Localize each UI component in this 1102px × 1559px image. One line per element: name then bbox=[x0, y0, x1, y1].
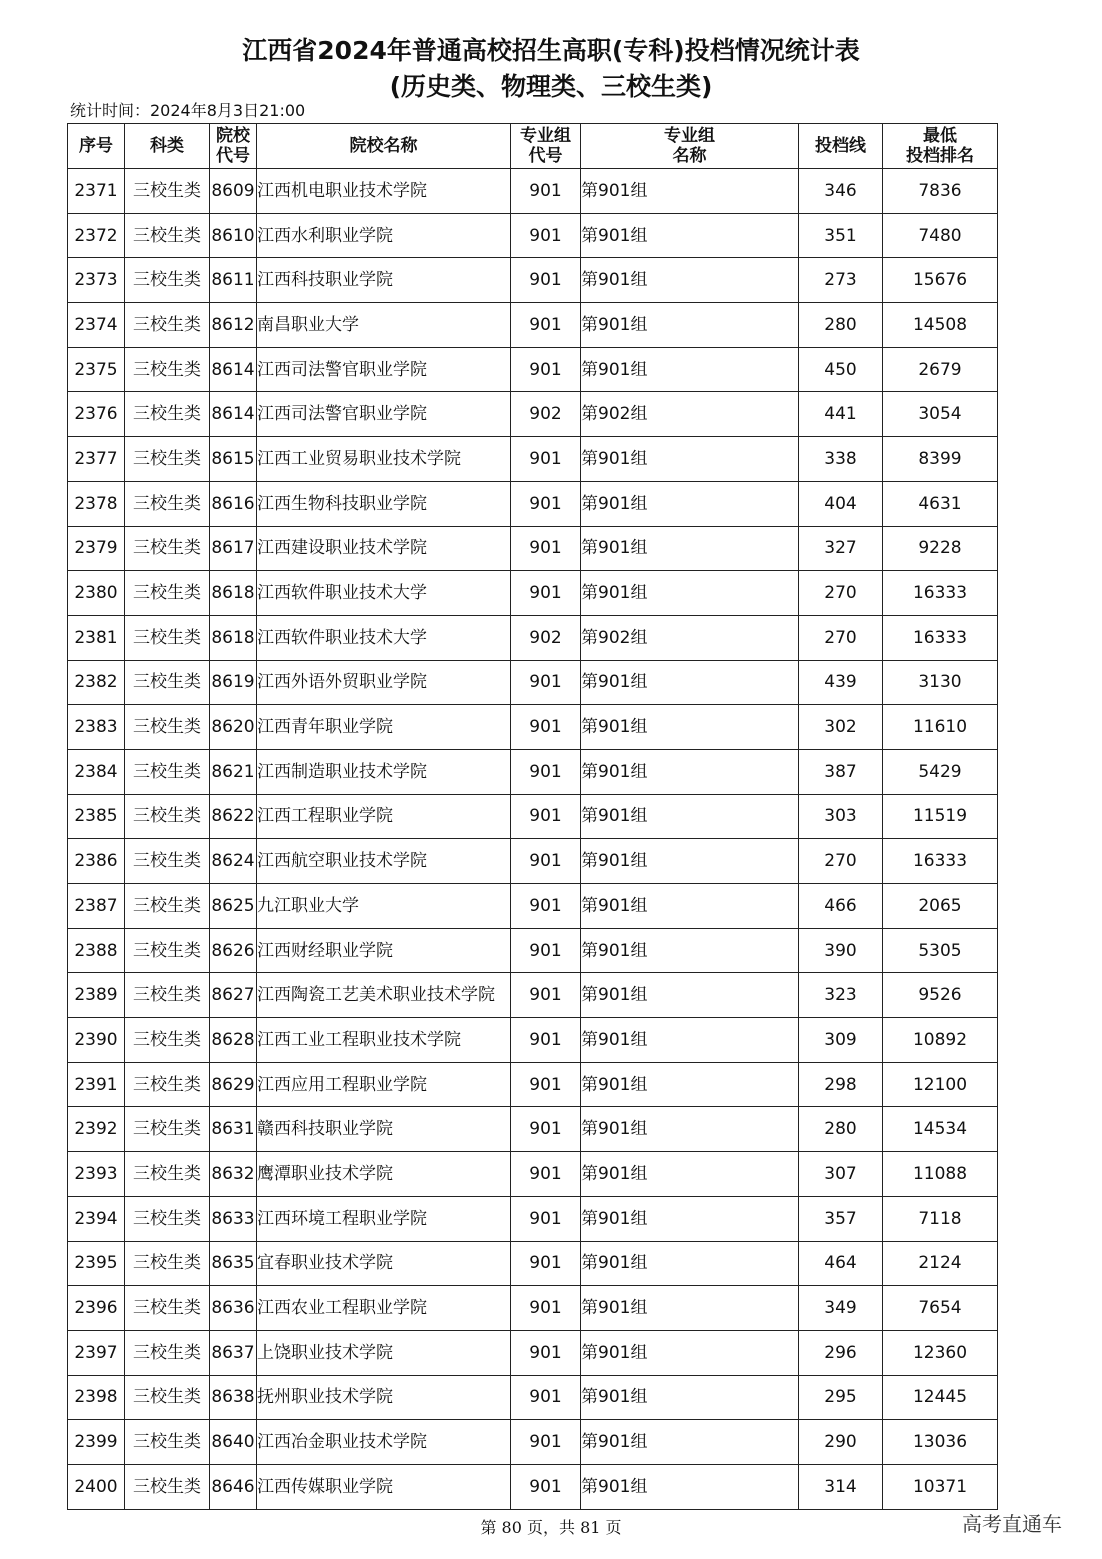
cell-seq: 2375 bbox=[68, 347, 125, 392]
cell-score: 466 bbox=[799, 884, 883, 929]
cell-group-name: 第901组 bbox=[581, 660, 799, 705]
cell-category: 三校生类 bbox=[125, 347, 210, 392]
table-row bbox=[68, 749, 998, 794]
cell-seq: 2387 bbox=[68, 884, 125, 929]
cell-seq: 2396 bbox=[68, 1286, 125, 1331]
cell-school-code: 8614 bbox=[210, 347, 257, 392]
cell-rank: 5305 bbox=[883, 928, 998, 973]
cell-school-name: 江西司法警官职业学院 bbox=[257, 392, 511, 437]
cell-group-name: 第901组 bbox=[581, 1062, 799, 1107]
table-row bbox=[68, 1241, 998, 1286]
cell-group-code: 901 bbox=[511, 169, 581, 214]
cell-score: 450 bbox=[799, 347, 883, 392]
cell-category: 三校生类 bbox=[125, 884, 210, 929]
cell-seq: 2390 bbox=[68, 1018, 125, 1063]
cell-group-name: 第901组 bbox=[581, 258, 799, 303]
cell-group-name: 第901组 bbox=[581, 347, 799, 392]
cell-category: 三校生类 bbox=[125, 1152, 210, 1197]
cell-group-name: 第901组 bbox=[581, 705, 799, 750]
page-title: 江西省2024年普通高校招生高职(专科)投档情况统计表 bbox=[242, 36, 860, 65]
cell-group-code: 901 bbox=[511, 1464, 581, 1509]
cell-school-name: 江西生物科技职业学院 bbox=[257, 481, 511, 526]
cell-category: 三校生类 bbox=[125, 213, 210, 258]
table-row bbox=[68, 1286, 998, 1331]
cell-school-name: 江西环境工程职业学院 bbox=[257, 1196, 511, 1241]
header-category: 科类 bbox=[125, 124, 210, 169]
cell-group-code: 901 bbox=[511, 347, 581, 392]
cell-score: 298 bbox=[799, 1062, 883, 1107]
table-body bbox=[68, 169, 998, 1510]
cell-group-name: 第901组 bbox=[581, 1018, 799, 1063]
cell-rank: 11088 bbox=[883, 1152, 998, 1197]
header-seq: 序号 bbox=[68, 124, 125, 169]
table-row bbox=[68, 794, 998, 839]
table-row bbox=[68, 1018, 998, 1063]
cell-score: 280 bbox=[799, 303, 883, 348]
cell-school-code: 8610 bbox=[210, 213, 257, 258]
table-row bbox=[68, 303, 998, 348]
cell-score: 307 bbox=[799, 1152, 883, 1197]
cell-seq: 2373 bbox=[68, 258, 125, 303]
table-row bbox=[68, 526, 998, 571]
cell-score: 273 bbox=[799, 258, 883, 303]
cell-seq: 2384 bbox=[68, 749, 125, 794]
cell-category: 三校生类 bbox=[125, 1196, 210, 1241]
cell-seq: 2380 bbox=[68, 571, 125, 616]
cell-school-name: 江西制造职业技术学院 bbox=[257, 749, 511, 794]
cell-group-name: 第901组 bbox=[581, 571, 799, 616]
table-row bbox=[68, 258, 998, 303]
cell-category: 三校生类 bbox=[125, 1107, 210, 1152]
cell-score: 441 bbox=[799, 392, 883, 437]
cell-group-code: 901 bbox=[511, 1375, 581, 1420]
cell-category: 三校生类 bbox=[125, 526, 210, 571]
cell-rank: 14508 bbox=[883, 303, 998, 348]
cell-school-code: 8646 bbox=[210, 1464, 257, 1509]
cell-rank: 10892 bbox=[883, 1018, 998, 1063]
table-row bbox=[68, 169, 998, 214]
table-row bbox=[68, 437, 998, 482]
cell-category: 三校生类 bbox=[125, 1330, 210, 1375]
cell-school-name: 江西工程职业学院 bbox=[257, 794, 511, 839]
cell-group-code: 901 bbox=[511, 481, 581, 526]
cell-school-code: 8631 bbox=[210, 1107, 257, 1152]
table-row bbox=[68, 928, 998, 973]
cell-group-name: 第901组 bbox=[581, 928, 799, 973]
cell-group-code: 901 bbox=[511, 258, 581, 303]
table-header bbox=[68, 124, 998, 169]
header-school-code: 院校 代号 bbox=[210, 124, 257, 169]
cell-school-name: 江西传媒职业学院 bbox=[257, 1464, 511, 1509]
cell-category: 三校生类 bbox=[125, 1420, 210, 1465]
cell-school-code: 8628 bbox=[210, 1018, 257, 1063]
cell-school-code: 8622 bbox=[210, 794, 257, 839]
cell-group-code: 901 bbox=[511, 1107, 581, 1152]
cell-school-code: 8640 bbox=[210, 1420, 257, 1465]
cell-seq: 2392 bbox=[68, 1107, 125, 1152]
cell-seq: 2395 bbox=[68, 1241, 125, 1286]
cell-score: 302 bbox=[799, 705, 883, 750]
cell-group-name: 第902组 bbox=[581, 392, 799, 437]
cell-seq: 2394 bbox=[68, 1196, 125, 1241]
cell-school-code: 8620 bbox=[210, 705, 257, 750]
cell-school-code: 8621 bbox=[210, 749, 257, 794]
table-row bbox=[68, 1375, 998, 1420]
cell-rank: 7654 bbox=[883, 1286, 998, 1331]
cell-school-code: 8612 bbox=[210, 303, 257, 348]
cell-school-code: 8626 bbox=[210, 928, 257, 973]
cell-category: 三校生类 bbox=[125, 1062, 210, 1107]
cell-seq: 2400 bbox=[68, 1464, 125, 1509]
cell-score: 309 bbox=[799, 1018, 883, 1063]
cell-group-code: 901 bbox=[511, 884, 581, 929]
cell-group-code: 901 bbox=[511, 1018, 581, 1063]
cell-score: 439 bbox=[799, 660, 883, 705]
cell-school-name: 江西应用工程职业学院 bbox=[257, 1062, 511, 1107]
cell-seq: 2388 bbox=[68, 928, 125, 973]
cell-seq: 2398 bbox=[68, 1375, 125, 1420]
cell-rank: 15676 bbox=[883, 258, 998, 303]
cell-group-code: 901 bbox=[511, 1062, 581, 1107]
cell-rank: 2065 bbox=[883, 884, 998, 929]
cell-rank: 11519 bbox=[883, 794, 998, 839]
cell-rank: 16333 bbox=[883, 615, 998, 660]
cell-school-name: 江西软件职业技术大学 bbox=[257, 615, 511, 660]
cell-school-code: 8633 bbox=[210, 1196, 257, 1241]
cell-school-name: 江西水利职业学院 bbox=[257, 213, 511, 258]
cell-school-code: 8636 bbox=[210, 1286, 257, 1331]
cell-category: 三校生类 bbox=[125, 1286, 210, 1331]
cell-group-name: 第901组 bbox=[581, 794, 799, 839]
cell-score: 270 bbox=[799, 839, 883, 884]
cell-category: 三校生类 bbox=[125, 571, 210, 616]
cell-school-name: 江西工业贸易职业技术学院 bbox=[257, 437, 511, 482]
cell-group-name: 第901组 bbox=[581, 1241, 799, 1286]
table-row bbox=[68, 1152, 998, 1197]
cell-seq: 2378 bbox=[68, 481, 125, 526]
cell-group-name: 第901组 bbox=[581, 303, 799, 348]
cell-group-code: 901 bbox=[511, 1420, 581, 1465]
cell-seq: 2372 bbox=[68, 213, 125, 258]
cell-group-code: 901 bbox=[511, 1152, 581, 1197]
cell-score: 323 bbox=[799, 973, 883, 1018]
cell-school-code: 8624 bbox=[210, 839, 257, 884]
cell-rank: 12445 bbox=[883, 1375, 998, 1420]
cell-school-code: 8632 bbox=[210, 1152, 257, 1197]
cell-category: 三校生类 bbox=[125, 169, 210, 214]
cell-group-name: 第901组 bbox=[581, 884, 799, 929]
cell-group-code: 901 bbox=[511, 794, 581, 839]
cell-school-name: 江西冶金职业技术学院 bbox=[257, 1420, 511, 1465]
cell-seq: 2371 bbox=[68, 169, 125, 214]
cell-score: 357 bbox=[799, 1196, 883, 1241]
cell-school-name: 江西青年职业学院 bbox=[257, 705, 511, 750]
cell-school-name: 江西财经职业学院 bbox=[257, 928, 511, 973]
table-row bbox=[68, 973, 998, 1018]
cell-score: 303 bbox=[799, 794, 883, 839]
table-row bbox=[68, 1420, 998, 1465]
cell-group-name: 第901组 bbox=[581, 839, 799, 884]
table-row bbox=[68, 392, 998, 437]
cell-score: 349 bbox=[799, 1286, 883, 1331]
cell-category: 三校生类 bbox=[125, 973, 210, 1018]
cell-rank: 2124 bbox=[883, 1241, 998, 1286]
cell-school-name: 江西外语外贸职业学院 bbox=[257, 660, 511, 705]
cell-school-name: 江西工业工程职业技术学院 bbox=[257, 1018, 511, 1063]
cell-score: 387 bbox=[799, 749, 883, 794]
cell-group-name: 第901组 bbox=[581, 1464, 799, 1509]
cell-school-code: 8625 bbox=[210, 884, 257, 929]
cell-group-name: 第901组 bbox=[581, 169, 799, 214]
cell-rank: 11610 bbox=[883, 705, 998, 750]
cell-school-name: 江西机电职业技术学院 bbox=[257, 169, 511, 214]
cell-group-code: 901 bbox=[511, 571, 581, 616]
cell-rank: 7836 bbox=[883, 169, 998, 214]
cell-seq: 2397 bbox=[68, 1330, 125, 1375]
table-row bbox=[68, 1464, 998, 1509]
cell-seq: 2389 bbox=[68, 973, 125, 1018]
cell-group-code: 901 bbox=[511, 928, 581, 973]
admission-table bbox=[67, 123, 998, 1510]
cell-school-name: 南昌职业大学 bbox=[257, 303, 511, 348]
cell-score: 390 bbox=[799, 928, 883, 973]
cell-rank: 16333 bbox=[883, 571, 998, 616]
cell-category: 三校生类 bbox=[125, 615, 210, 660]
cell-school-name: 江西农业工程职业学院 bbox=[257, 1286, 511, 1331]
stat-time: 统计时间：2024年8月3日21:00 bbox=[70, 101, 306, 120]
cell-group-code: 901 bbox=[511, 1241, 581, 1286]
cell-rank: 16333 bbox=[883, 839, 998, 884]
cell-group-name: 第902组 bbox=[581, 615, 799, 660]
cell-category: 三校生类 bbox=[125, 392, 210, 437]
page-subtitle: (历史类、物理类、三校生类) bbox=[389, 72, 713, 101]
cell-category: 三校生类 bbox=[125, 1241, 210, 1286]
cell-school-name: 鹰潭职业技术学院 bbox=[257, 1152, 511, 1197]
cell-school-code: 8635 bbox=[210, 1241, 257, 1286]
cell-score: 351 bbox=[799, 213, 883, 258]
table-row bbox=[68, 347, 998, 392]
cell-school-code: 8619 bbox=[210, 660, 257, 705]
brand-watermark: 高考直通车 bbox=[962, 1512, 1062, 1536]
table-row bbox=[68, 839, 998, 884]
cell-group-code: 901 bbox=[511, 1330, 581, 1375]
cell-category: 三校生类 bbox=[125, 1018, 210, 1063]
cell-group-name: 第901组 bbox=[581, 437, 799, 482]
cell-rank: 12360 bbox=[883, 1330, 998, 1375]
cell-seq: 2383 bbox=[68, 705, 125, 750]
cell-group-code: 901 bbox=[511, 1196, 581, 1241]
cell-rank: 3054 bbox=[883, 392, 998, 437]
cell-rank: 2679 bbox=[883, 347, 998, 392]
cell-category: 三校生类 bbox=[125, 437, 210, 482]
cell-group-code: 901 bbox=[511, 526, 581, 571]
cell-seq: 2381 bbox=[68, 615, 125, 660]
cell-score: 346 bbox=[799, 169, 883, 214]
cell-group-code: 901 bbox=[511, 437, 581, 482]
cell-rank: 4631 bbox=[883, 481, 998, 526]
cell-school-code: 8629 bbox=[210, 1062, 257, 1107]
header-score: 投档线 bbox=[799, 124, 883, 169]
cell-seq: 2382 bbox=[68, 660, 125, 705]
cell-school-code: 8618 bbox=[210, 615, 257, 660]
table-row bbox=[68, 481, 998, 526]
cell-category: 三校生类 bbox=[125, 749, 210, 794]
cell-rank: 10371 bbox=[883, 1464, 998, 1509]
cell-school-name: 上饶职业技术学院 bbox=[257, 1330, 511, 1375]
cell-seq: 2393 bbox=[68, 1152, 125, 1197]
cell-group-code: 902 bbox=[511, 392, 581, 437]
cell-school-code: 8618 bbox=[210, 571, 257, 616]
cell-school-name: 宜春职业技术学院 bbox=[257, 1241, 511, 1286]
cell-group-name: 第901组 bbox=[581, 1375, 799, 1420]
cell-school-name: 江西陶瓷工艺美术职业技术学院 bbox=[257, 973, 511, 1018]
cell-group-name: 第901组 bbox=[581, 1107, 799, 1152]
cell-seq: 2385 bbox=[68, 794, 125, 839]
cell-group-code: 901 bbox=[511, 839, 581, 884]
cell-score: 280 bbox=[799, 1107, 883, 1152]
cell-category: 三校生类 bbox=[125, 303, 210, 348]
table-row bbox=[68, 884, 998, 929]
cell-category: 三校生类 bbox=[125, 839, 210, 884]
cell-rank: 13036 bbox=[883, 1420, 998, 1465]
cell-category: 三校生类 bbox=[125, 1464, 210, 1509]
cell-score: 314 bbox=[799, 1464, 883, 1509]
cell-score: 296 bbox=[799, 1330, 883, 1375]
cell-category: 三校生类 bbox=[125, 705, 210, 750]
cell-score: 338 bbox=[799, 437, 883, 482]
cell-score: 295 bbox=[799, 1375, 883, 1420]
table-row bbox=[68, 213, 998, 258]
cell-group-name: 第901组 bbox=[581, 1420, 799, 1465]
cell-school-code: 8627 bbox=[210, 973, 257, 1018]
cell-seq: 2386 bbox=[68, 839, 125, 884]
cell-rank: 9228 bbox=[883, 526, 998, 571]
cell-group-code: 901 bbox=[511, 303, 581, 348]
cell-group-code: 901 bbox=[511, 749, 581, 794]
header-group-name: 专业组 名称 bbox=[581, 124, 799, 169]
cell-group-name: 第901组 bbox=[581, 213, 799, 258]
cell-rank: 5429 bbox=[883, 749, 998, 794]
cell-score: 404 bbox=[799, 481, 883, 526]
table-row bbox=[68, 660, 998, 705]
cell-seq: 2399 bbox=[68, 1420, 125, 1465]
cell-rank: 3130 bbox=[883, 660, 998, 705]
cell-seq: 2377 bbox=[68, 437, 125, 482]
cell-school-name: 抚州职业技术学院 bbox=[257, 1375, 511, 1420]
cell-score: 464 bbox=[799, 1241, 883, 1286]
cell-group-name: 第901组 bbox=[581, 973, 799, 1018]
cell-group-name: 第901组 bbox=[581, 1196, 799, 1241]
cell-category: 三校生类 bbox=[125, 794, 210, 839]
cell-score: 270 bbox=[799, 571, 883, 616]
cell-category: 三校生类 bbox=[125, 928, 210, 973]
cell-category: 三校生类 bbox=[125, 258, 210, 303]
cell-school-name: 江西科技职业学院 bbox=[257, 258, 511, 303]
cell-score: 270 bbox=[799, 615, 883, 660]
table-row bbox=[68, 1107, 998, 1152]
cell-rank: 14534 bbox=[883, 1107, 998, 1152]
cell-school-code: 8617 bbox=[210, 526, 257, 571]
cell-rank: 7118 bbox=[883, 1196, 998, 1241]
cell-seq: 2379 bbox=[68, 526, 125, 571]
cell-category: 三校生类 bbox=[125, 481, 210, 526]
cell-school-code: 8638 bbox=[210, 1375, 257, 1420]
cell-group-code: 901 bbox=[511, 973, 581, 1018]
cell-category: 三校生类 bbox=[125, 660, 210, 705]
cell-group-name: 第901组 bbox=[581, 526, 799, 571]
cell-group-name: 第901组 bbox=[581, 749, 799, 794]
header-group-code: 专业组 代号 bbox=[511, 124, 581, 169]
cell-group-code: 901 bbox=[511, 213, 581, 258]
cell-score: 290 bbox=[799, 1420, 883, 1465]
cell-school-name: 江西软件职业技术大学 bbox=[257, 571, 511, 616]
cell-school-code: 8609 bbox=[210, 169, 257, 214]
cell-school-code: 8614 bbox=[210, 392, 257, 437]
cell-category: 三校生类 bbox=[125, 1375, 210, 1420]
cell-school-code: 8615 bbox=[210, 437, 257, 482]
cell-school-name: 江西司法警官职业学院 bbox=[257, 347, 511, 392]
cell-school-code: 8616 bbox=[210, 481, 257, 526]
cell-rank: 12100 bbox=[883, 1062, 998, 1107]
table-row bbox=[68, 1062, 998, 1107]
table-row bbox=[68, 1196, 998, 1241]
cell-seq: 2376 bbox=[68, 392, 125, 437]
cell-school-code: 8637 bbox=[210, 1330, 257, 1375]
table-row bbox=[68, 615, 998, 660]
cell-school-name: 江西建设职业技术学院 bbox=[257, 526, 511, 571]
cell-school-name: 江西航空职业技术学院 bbox=[257, 839, 511, 884]
cell-seq: 2374 bbox=[68, 303, 125, 348]
cell-school-name: 赣西科技职业学院 bbox=[257, 1107, 511, 1152]
cell-group-code: 901 bbox=[511, 660, 581, 705]
cell-rank: 7480 bbox=[883, 213, 998, 258]
cell-group-name: 第901组 bbox=[581, 481, 799, 526]
cell-rank: 9526 bbox=[883, 973, 998, 1018]
table-row bbox=[68, 571, 998, 616]
cell-group-code: 902 bbox=[511, 615, 581, 660]
cell-seq: 2391 bbox=[68, 1062, 125, 1107]
header-school-name: 院校名称 bbox=[257, 124, 511, 169]
table-row bbox=[68, 1330, 998, 1375]
cell-school-code: 8611 bbox=[210, 258, 257, 303]
cell-group-name: 第901组 bbox=[581, 1286, 799, 1331]
table-row bbox=[68, 705, 998, 750]
cell-group-name: 第901组 bbox=[581, 1330, 799, 1375]
cell-school-name: 九江职业大学 bbox=[257, 884, 511, 929]
cell-group-name: 第901组 bbox=[581, 1152, 799, 1197]
cell-rank: 8399 bbox=[883, 437, 998, 482]
cell-group-code: 901 bbox=[511, 705, 581, 750]
cell-group-code: 901 bbox=[511, 1286, 581, 1331]
cell-score: 327 bbox=[799, 526, 883, 571]
header-rank: 最低 投档排名 bbox=[883, 124, 998, 169]
page-footer: 第 80 页，共 81 页 bbox=[480, 1518, 622, 1537]
